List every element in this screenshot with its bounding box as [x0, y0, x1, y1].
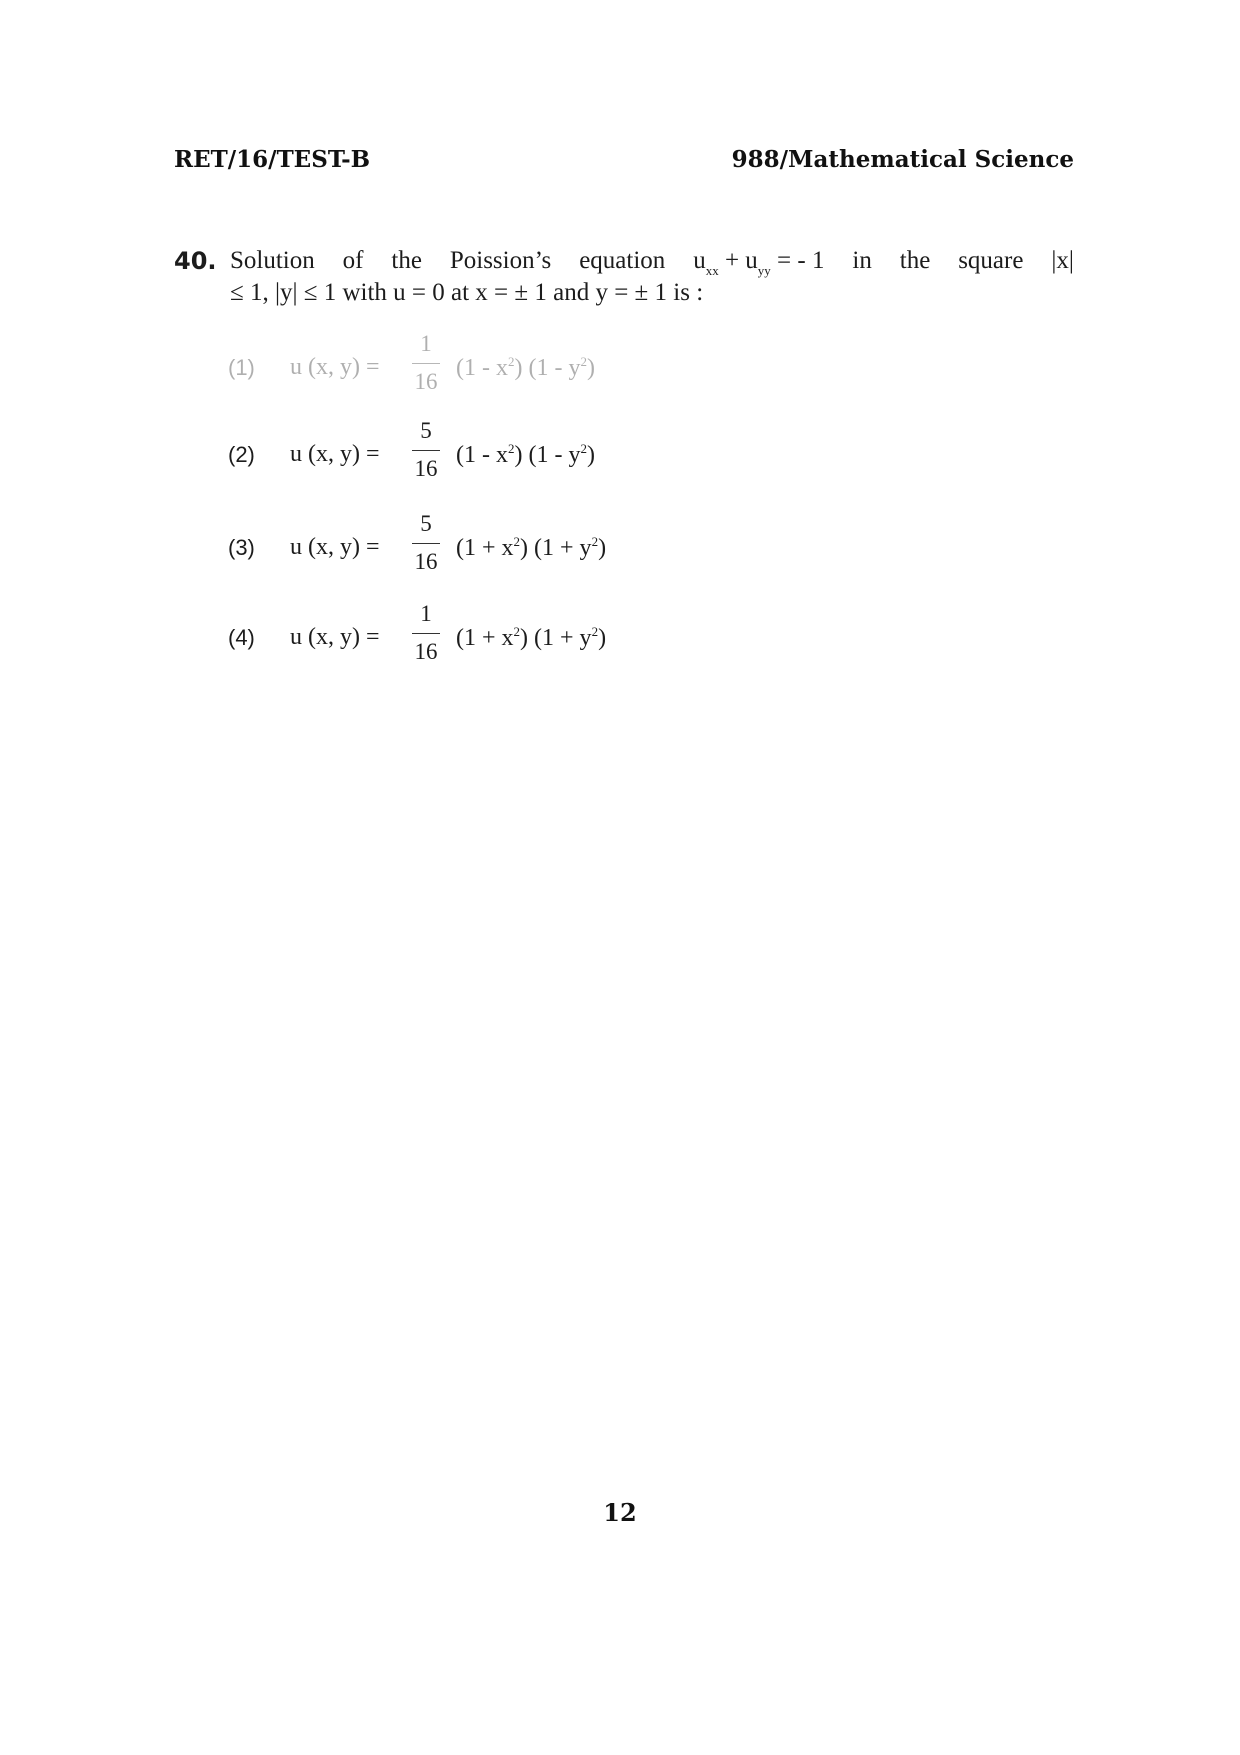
fraction-bar: [412, 363, 440, 364]
fraction-denominator: 16: [414, 456, 438, 481]
fraction: [408, 413, 444, 486]
word: square: [958, 247, 1024, 274]
exponent: 2: [591, 624, 599, 639]
page-number: 12: [603, 1498, 637, 1527]
option-lhs: u (x, y) =: [290, 441, 380, 467]
question-number: 40.: [174, 247, 217, 275]
fraction-bar: [412, 543, 440, 544]
option-label: (4): [228, 625, 255, 650]
option-3: [228, 506, 728, 586]
word: the: [899, 247, 931, 274]
option-1: [228, 326, 728, 406]
fraction: [408, 506, 444, 579]
exponent: 2: [591, 534, 599, 549]
question-text-line-2: ≤ 1, |y| ≤ 1 with u = 0 at x = ± 1 and y = ± 1 is :: [230, 279, 704, 306]
pde-subscript-xx: xx: [705, 263, 719, 278]
paren: ): [514, 442, 523, 468]
pde-plus-u: + u: [724, 247, 758, 274]
factor-1: (1 + x: [456, 535, 514, 561]
option-rhs: [456, 534, 606, 562]
pde-subscript-yy: yy: [757, 263, 771, 278]
option-rhs: [456, 441, 595, 469]
exponent: 2: [580, 441, 587, 456]
factor-2: (1 + y: [534, 535, 592, 561]
fraction-numerator: 5: [420, 511, 432, 536]
paren: ): [586, 442, 595, 468]
exponent: 2: [507, 441, 515, 456]
pde-equals: = - 1: [777, 247, 825, 274]
factor-1: (1 - x: [456, 442, 508, 468]
fraction-denominator: 16: [414, 549, 438, 574]
pde-expression: [693, 244, 824, 288]
fraction-numerator: 1: [420, 601, 432, 626]
exponent: 2: [513, 624, 521, 639]
paren: ): [586, 355, 595, 381]
factor-2: (1 - y: [528, 355, 581, 381]
exponent: 2: [513, 534, 521, 549]
option-rhs: [456, 624, 606, 652]
fraction-numerator: 1: [420, 331, 432, 356]
exponent: 2: [507, 354, 515, 369]
paren: ): [520, 535, 529, 561]
option-lhs: u (x, y) =: [290, 534, 380, 560]
word: Poission’s: [449, 247, 552, 274]
option-lhs: u (x, y) =: [290, 354, 380, 380]
fraction: [408, 326, 444, 399]
subject-title: 988/Mathematical Science: [731, 146, 1074, 173]
factor-2: (1 + y: [534, 625, 592, 651]
fraction-denominator: 16: [414, 369, 438, 394]
fraction: [408, 596, 444, 669]
option-rhs: [456, 354, 595, 382]
option-label: (2): [228, 442, 255, 467]
paren: ): [520, 625, 529, 651]
pde-u: u: [693, 247, 706, 274]
factor-1: (1 - x: [456, 355, 508, 381]
word: of: [342, 247, 364, 274]
option-label: (3): [228, 535, 255, 560]
paren: ): [598, 625, 607, 651]
fraction-bar: [412, 633, 440, 634]
abs-x: |x|: [1051, 247, 1074, 274]
fraction-numerator: 5: [420, 418, 432, 443]
factor-2: (1 - y: [528, 442, 581, 468]
exponent: 2: [580, 354, 587, 369]
option-label: (1): [228, 355, 255, 380]
option-2: [228, 413, 728, 493]
word: equation: [579, 247, 666, 274]
option-4: [228, 596, 728, 676]
fraction-denominator: 16: [414, 639, 438, 664]
option-lhs: u (x, y) =: [290, 624, 380, 650]
factor-1: (1 + x: [456, 625, 514, 651]
fraction-bar: [412, 450, 440, 451]
word: Solution: [230, 247, 315, 274]
word: the: [391, 247, 422, 274]
paper-code: RET/16/TEST-B: [174, 146, 371, 173]
paren: ): [514, 355, 523, 381]
paren: ): [598, 535, 607, 561]
word: in: [852, 247, 872, 274]
